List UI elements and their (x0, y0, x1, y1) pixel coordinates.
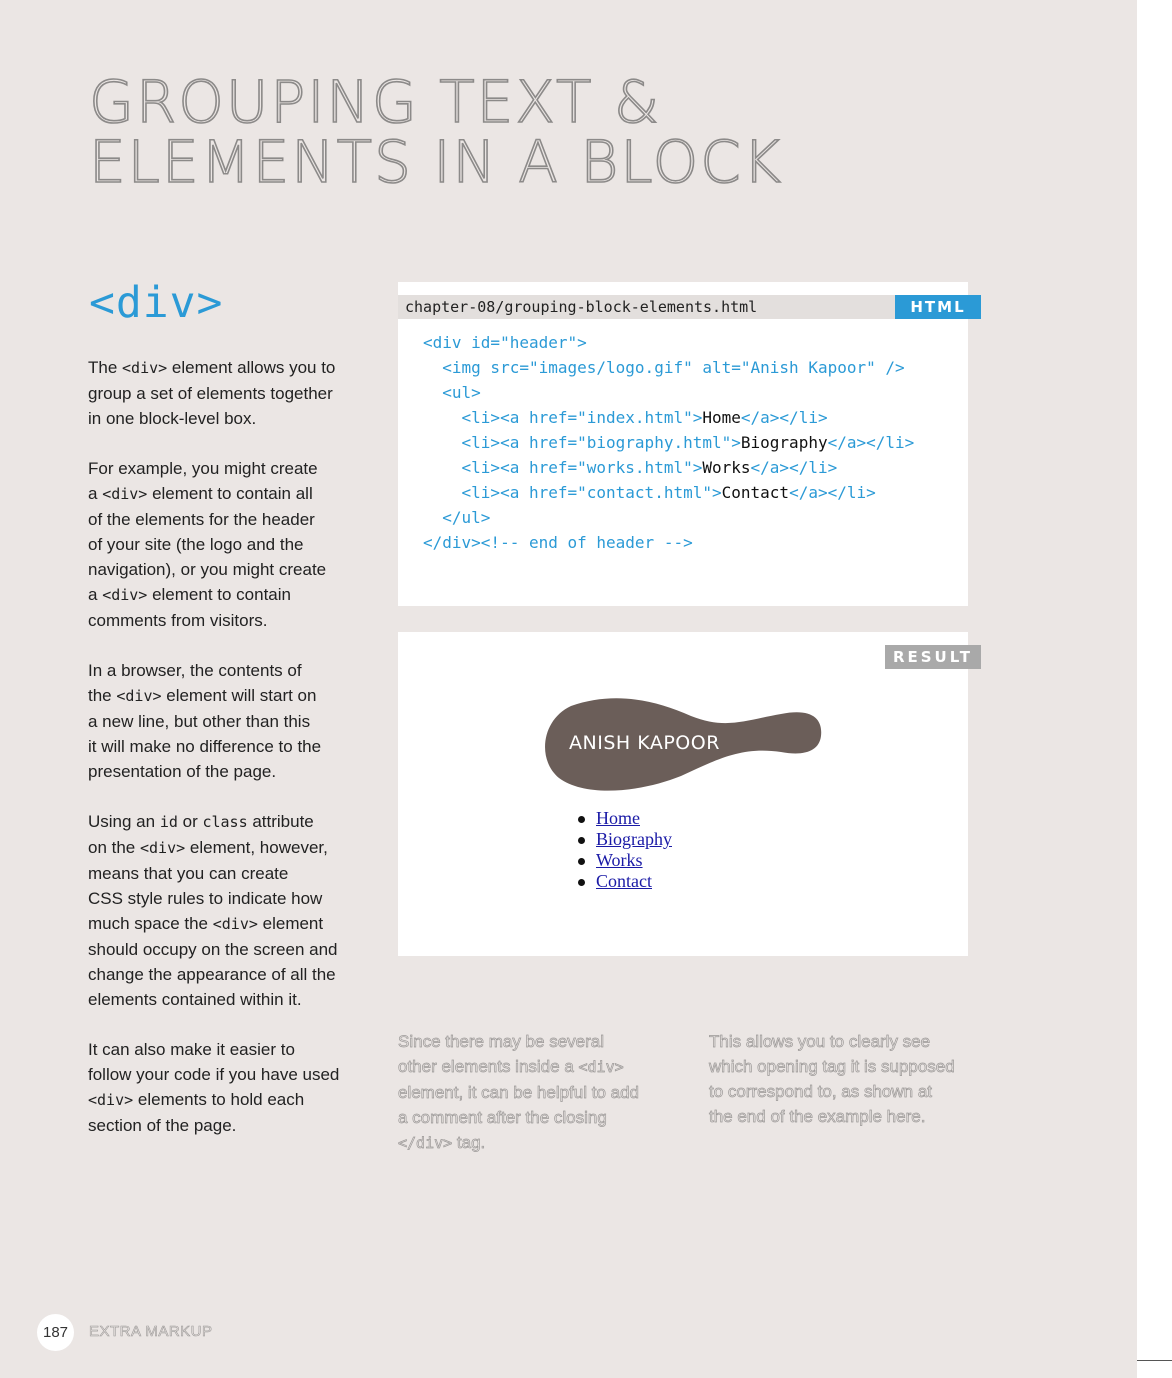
body-text (88, 355, 356, 1163)
list-item (578, 808, 672, 829)
code-markup: </div><!-- end of header --> (423, 533, 693, 552)
code-markup: <div id="header"> (423, 333, 587, 352)
code-markup: </a></li> (827, 433, 915, 452)
code-filename: chapter-08/grouping-block-elements.html (405, 298, 758, 316)
inline-code: <div> (578, 1058, 624, 1076)
anish-kapoor-logo (541, 694, 823, 794)
code-text: Biography (740, 433, 828, 452)
nav-link-contact[interactable]: Contact (596, 871, 652, 891)
body-paragraph: The <div> element allows you to group a set of elements together in one block-level box. (88, 358, 336, 428)
inline-code: <div> (140, 839, 186, 857)
inline-code: class (202, 813, 248, 831)
page-title (89, 68, 783, 196)
code-markup: <li><a href="contact.html"> (423, 483, 722, 502)
body-paragraph: For example, you might create a <div> element to contain all of the elements for the header of your site (the logo and the navigation), or you might create a <div> element to contain comments from visitors. (88, 459, 327, 630)
list-item (578, 829, 672, 850)
code-line (423, 433, 914, 452)
list-item (578, 850, 672, 871)
nav-link-works[interactable]: Works (596, 850, 643, 870)
nav-link-home[interactable]: Home (596, 808, 640, 828)
html-badge: HTML (895, 295, 981, 319)
code-text: Contact (721, 483, 790, 502)
inline-code: </div> (398, 1134, 453, 1152)
body-paragraph: Using an id or class attribute on the <div> element, however, means that you can create CSS style rules to indicate how much space the <div> element should occupy on the screen and change the appearance of all the elements contained within it. (88, 812, 338, 1009)
code-line (423, 333, 587, 352)
inline-code: id (159, 813, 178, 831)
body-paragraph: In a browser, the contents of the <div> element will start on a new line, but other than this it will make no difference to the presentation of the page. (88, 661, 322, 781)
side-note: This allows you to clearly see which opening tag it is supposed to correspond to, as shown at the end of the example here. (709, 1032, 955, 1126)
inline-code: <div> (102, 586, 148, 604)
result-nav-list (578, 808, 672, 892)
page-number: 187 (37, 1314, 74, 1351)
section-name: EXTRA MARKUP (89, 1323, 213, 1340)
page-title-line-2: ELEMENTS IN A BLOCK (89, 128, 783, 196)
page-title-line-1: GROUPING TEXT & (89, 68, 662, 136)
logo-text: ANISH KAPOOR (569, 732, 720, 754)
code-markup: </a></li> (750, 458, 838, 477)
code-line (423, 533, 693, 552)
code-example-panel (398, 282, 968, 606)
inline-code: <div> (122, 359, 168, 377)
code-text: Home (702, 408, 741, 427)
result-panel (398, 632, 968, 956)
code-markup: <img src="images/logo.gif" alt="Anish Kapoor" /> (423, 358, 905, 377)
inline-code: <div> (212, 915, 258, 933)
code-line (423, 458, 837, 477)
code-filename-bar (398, 295, 968, 319)
code-markup: <li><a href="works.html"> (423, 458, 703, 477)
code-line (423, 483, 876, 502)
crop-mark (1137, 1360, 1172, 1361)
code-line (423, 383, 481, 402)
code-markup: <li><a href="biography.html"> (423, 433, 741, 452)
code-line (423, 408, 828, 427)
code-markup: </a></li> (740, 408, 828, 427)
nav-link-biography[interactable]: Biography (596, 829, 672, 849)
result-badge: RESULT (885, 645, 981, 669)
code-markup: <li><a href="index.html"> (423, 408, 703, 427)
inline-code: <div> (102, 485, 148, 503)
code-line (423, 358, 905, 377)
code-markup: </a></li> (789, 483, 876, 502)
code-line (423, 508, 490, 527)
code-markup: <ul> (423, 383, 481, 402)
page-gutter (1137, 0, 1172, 1378)
element-tag-heading: <div> (89, 278, 224, 328)
side-note: Since there may be several other elements inside a <div> element, it can be helpful to add a comment after the closing </div> tag. (398, 1032, 639, 1152)
inline-code: <div> (88, 1091, 134, 1109)
body-paragraph: It can also make it easier to follow your code if you have used <div> elements to hold each section of the page. (88, 1040, 340, 1135)
code-listing (423, 330, 914, 555)
inline-code: <div> (116, 687, 162, 705)
code-text: Works (702, 458, 751, 477)
list-item (578, 871, 672, 892)
code-markup: </ul> (423, 508, 491, 527)
